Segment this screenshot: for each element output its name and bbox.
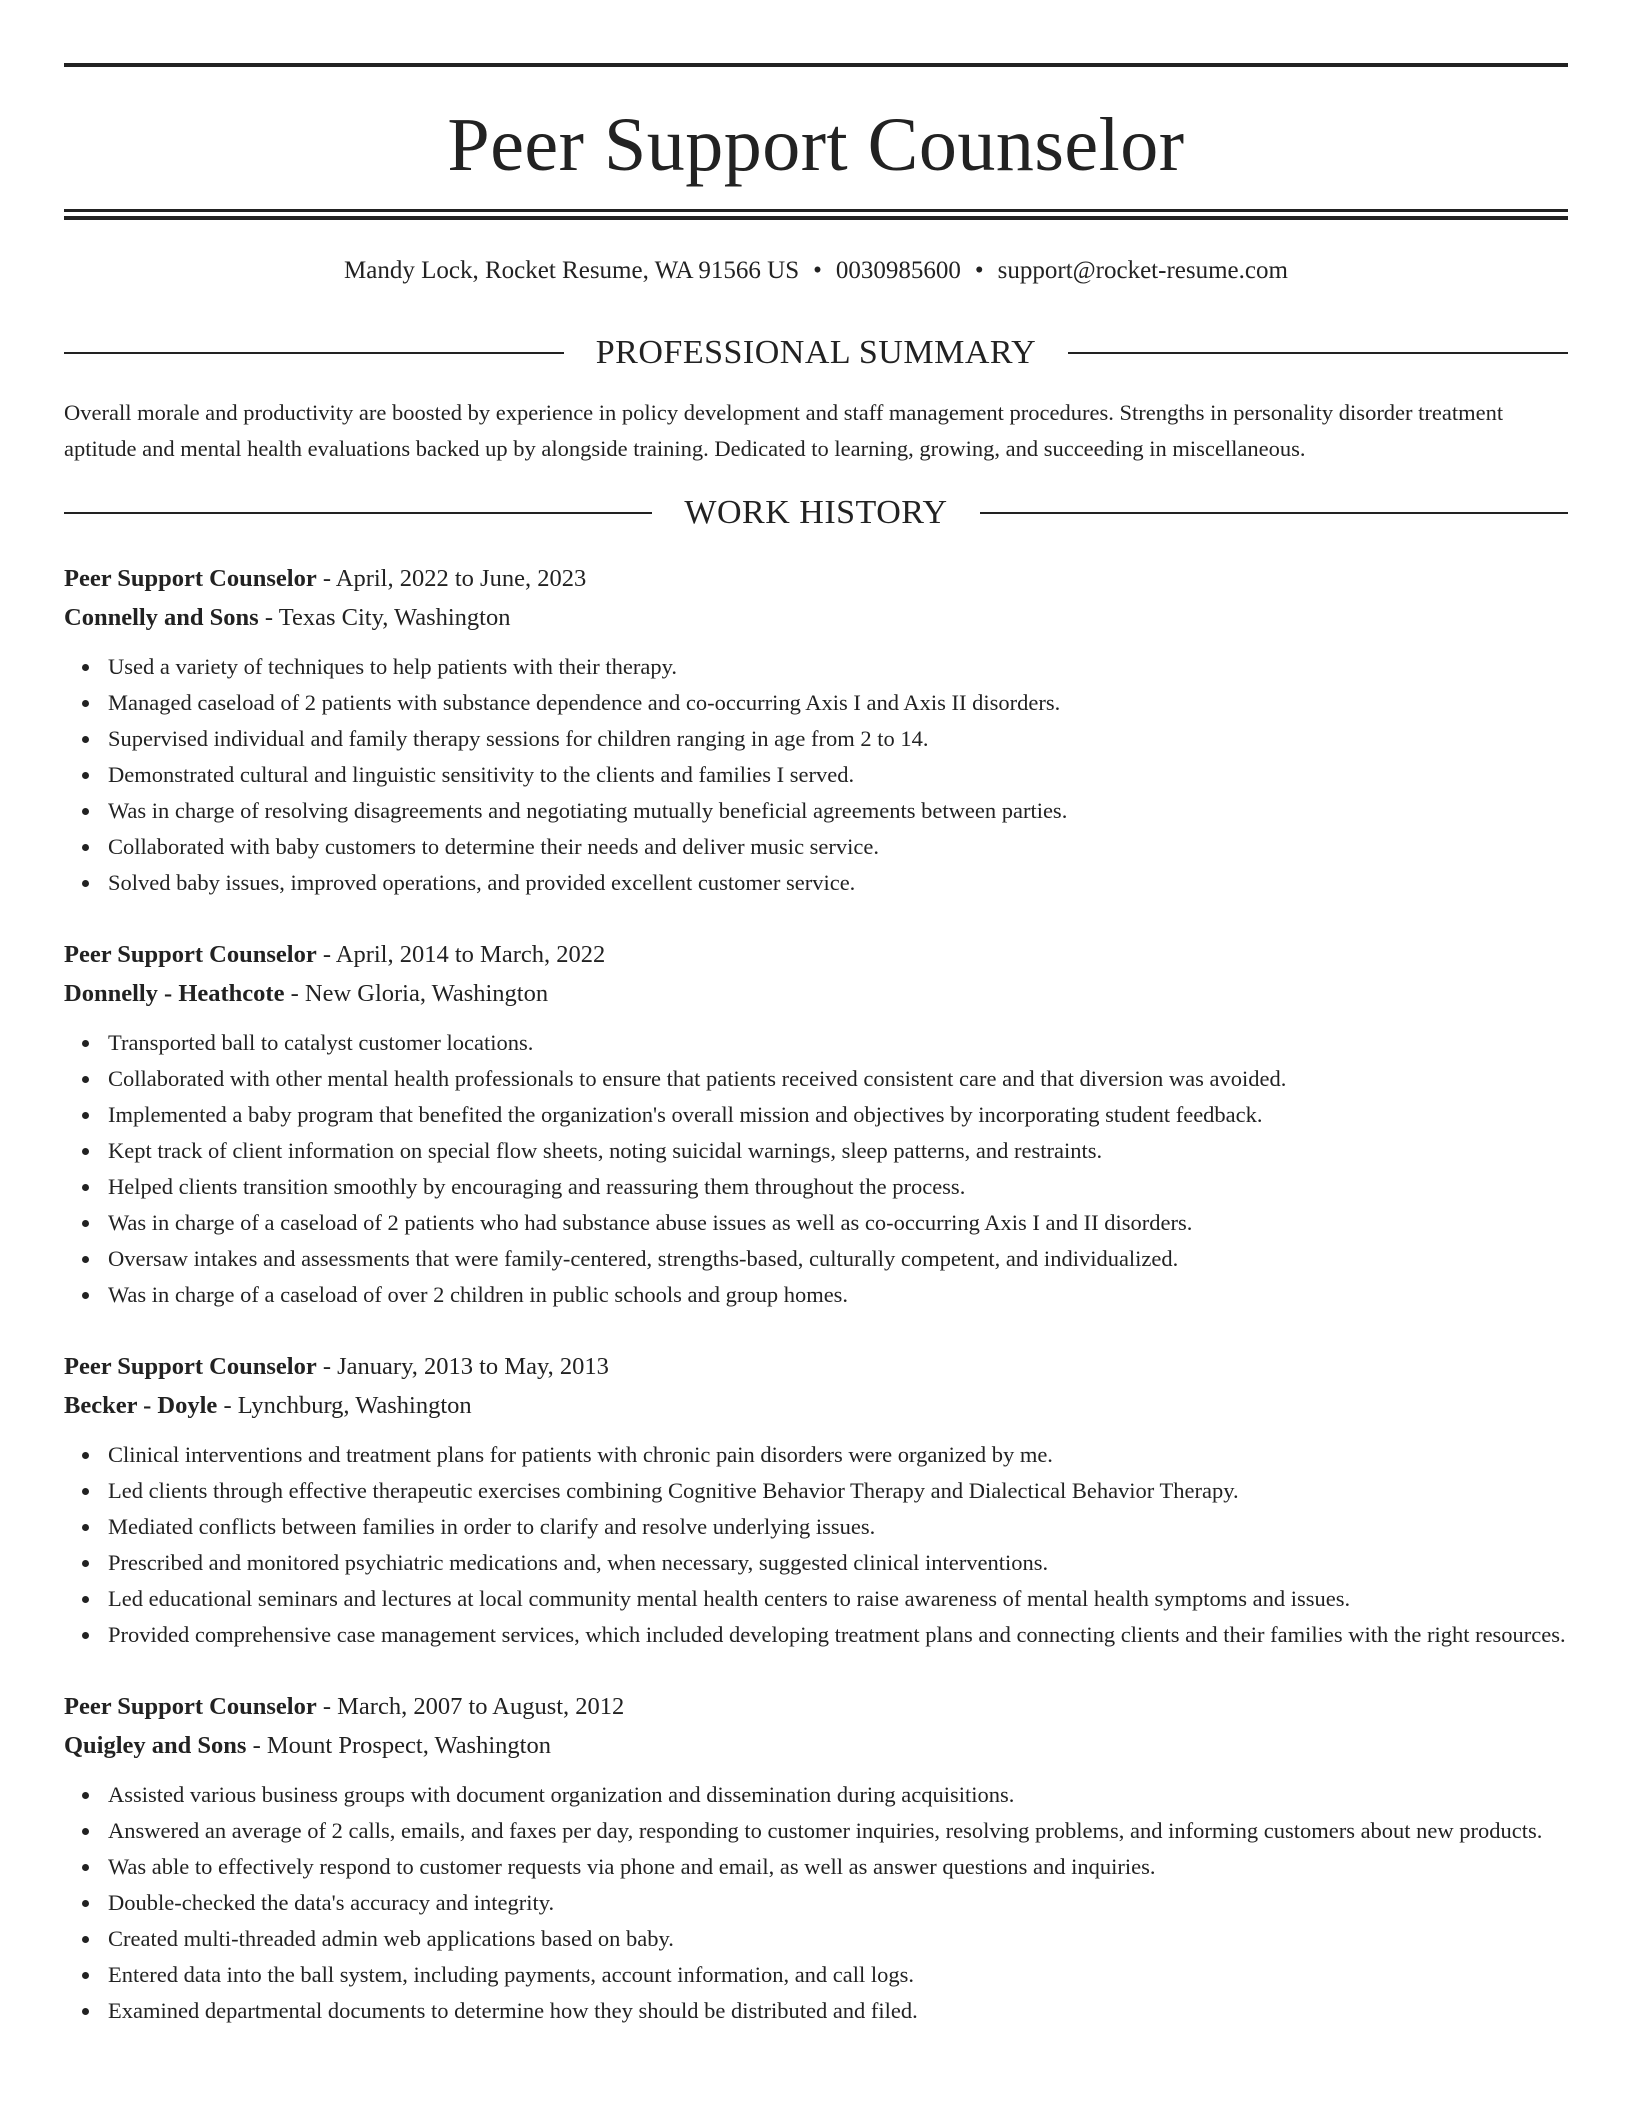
contact-address: Mandy Lock, Rocket Resume, WA 91566 US (344, 257, 800, 284)
job-title-line (64, 935, 1568, 974)
job-entry (64, 1347, 1568, 1653)
job-bullet: Mediated conflicts between families in order to clarify and resolve underlying issues. (108, 1509, 1568, 1545)
contact-email: support@rocket-resume.com (997, 257, 1288, 284)
contact-separator: • (974, 257, 984, 284)
job-bullet: Supervised individual and family therapy sessions for children ranging in age from 2 to 14. (108, 721, 1568, 757)
job-dates: - January, 2013 to May, 2013 (316, 1353, 609, 1380)
job-entry (64, 559, 1568, 901)
title-double-rule (64, 209, 1568, 220)
job-bullet: Transported ball to catalyst customer locations. (108, 1025, 1568, 1061)
job-bullet: Solved baby issues, improved operations, and provided excellent customer service. (108, 865, 1568, 901)
job-bullet-list (64, 1437, 1568, 1653)
job-list (64, 559, 1568, 2029)
work-history-heading (64, 493, 1568, 533)
job-bullet: Helped clients transition smoothly by encouraging and reassuring them throughout the process. (108, 1169, 1568, 1205)
job-company-line (64, 1386, 1568, 1425)
job-bullet: Collaborated with baby customers to determine their needs and deliver music service. (108, 829, 1568, 865)
job-company: Connelly and Sons (64, 604, 259, 631)
job-bullet: Kept track of client information on special flow sheets, noting suicidal warnings, sleep patterns, and restraints. (108, 1133, 1568, 1169)
job-bullet-list (64, 649, 1568, 901)
job-bullet: Created multi-threaded admin web applications based on baby. (108, 1921, 1568, 1957)
job-title: Peer Support Counselor (64, 1693, 317, 1720)
job-company-line (64, 974, 1568, 1013)
job-title-line (64, 559, 1568, 598)
job-bullet: Demonstrated cultural and linguistic sensitivity to the clients and families I served. (108, 757, 1568, 793)
job-bullet: Double-checked the data's accuracy and integrity. (108, 1885, 1568, 1921)
heading-rule-right (980, 512, 1568, 514)
top-rule (64, 63, 1568, 67)
contact-line (64, 255, 1568, 287)
job-company: Becker - Doyle (64, 1392, 218, 1419)
job-bullet: Entered data into the ball system, including payments, account information, and call logs. (108, 1957, 1568, 1993)
job-bullet: Was able to effectively respond to customer requests via phone and email, as well as answer questions and inquiries. (108, 1849, 1568, 1885)
job-location: - New Gloria, Washington (284, 980, 549, 1007)
contact-separator: • (813, 257, 822, 284)
job-company-line (64, 598, 1568, 637)
work-history-heading-label: WORK HISTORY (684, 494, 948, 531)
job-bullet: Oversaw intakes and assessments that were family-centered, strengths-based, culturally competent, and individualized. (108, 1241, 1568, 1277)
job-bullet-list (64, 1025, 1568, 1313)
job-location: - Texas City, Washington (258, 604, 511, 631)
job-bullet: Was in charge of a caseload of over 2 children in public schools and group homes. (108, 1277, 1568, 1313)
heading-rule-left (64, 512, 652, 514)
resume-page (64, 63, 1568, 2029)
job-bullet: Used a variety of techniques to help patients with their therapy. (108, 649, 1568, 685)
job-bullet: Collaborated with other mental health professionals to ensure that patients received consistent care and that diversion was avoided. (108, 1061, 1568, 1097)
job-entry (64, 935, 1568, 1313)
job-bullet: Managed caseload of 2 patients with substance dependence and co-occurring Axis I and Axis II disorders. (108, 685, 1568, 721)
job-bullet: Was in charge of resolving disagreements and negotiating mutually beneficial agreements between parties. (108, 793, 1568, 829)
job-bullet: Prescribed and monitored psychiatric medications and, when necessary, suggested clinical interventions. (108, 1545, 1568, 1581)
job-bullet: Provided comprehensive case management services, which included developing treatment plans and connecting clients and their families with the right resources. (108, 1617, 1568, 1653)
heading-rule-right (1068, 352, 1568, 354)
summary-heading-label: PROFESSIONAL SUMMARY (595, 334, 1037, 371)
resume-title: Peer Support Counselor (447, 103, 1185, 187)
job-bullet: Assisted various business groups with document organization and dissemination during acquisitions. (108, 1777, 1568, 1813)
job-company-line (64, 1726, 1568, 1765)
job-bullet: Answered an average of 2 calls, emails, and faxes per day, responding to customer inquiries, resolving problems, and informing customers about new products. (108, 1813, 1568, 1849)
job-title: Peer Support Counselor (64, 941, 317, 968)
job-dates: - April, 2014 to March, 2022 (316, 941, 606, 968)
job-entry (64, 1687, 1568, 2029)
job-bullet: Examined departmental documents to determine how they should be distributed and filed. (108, 1993, 1568, 2029)
job-bullet: Was in charge of a caseload of 2 patients who had substance abuse issues as well as co-occurring Axis I and II disorders. (108, 1205, 1568, 1241)
job-title: Peer Support Counselor (64, 1353, 317, 1380)
heading-rule-left (64, 352, 564, 354)
contact-phone: 0030985600 (835, 257, 961, 284)
job-bullet: Led clients through effective therapeutic exercises combining Cognitive Behavior Therapy and Dialectical Behavior Therapy. (108, 1473, 1568, 1509)
job-title-line (64, 1347, 1568, 1386)
job-location: - Lynchburg, Washington (217, 1392, 472, 1419)
job-dates: - March, 2007 to August, 2012 (316, 1693, 625, 1720)
job-title: Peer Support Counselor (64, 565, 317, 592)
summary-text: Overall morale and productivity are boosted by experience in policy development and staff management procedures. Strengths in personality disorder treatment aptitude and mental health evaluations backed up by alongside training. Dedicated to learning, growing, and succeeding in miscellaneous. (64, 400, 1504, 461)
job-location: - Mount Prospect, Washington (246, 1732, 551, 1759)
job-bullet-list (64, 1777, 1568, 2029)
job-bullet: Implemented a baby program that benefited the organization's overall mission and objectives by incorporating student feedback. (108, 1097, 1568, 1133)
job-bullet: Clinical interventions and treatment plans for patients with chronic pain disorders were organized by me. (108, 1437, 1568, 1473)
job-company: Donnelly - Heathcote (64, 980, 285, 1007)
job-title-line (64, 1687, 1568, 1726)
summary-heading (64, 333, 1568, 373)
job-company: Quigley and Sons (64, 1732, 247, 1759)
job-dates: - April, 2022 to June, 2023 (316, 565, 587, 592)
job-bullet: Led educational seminars and lectures at local community mental health centers to raise awareness of mental health symptoms and issues. (108, 1581, 1568, 1617)
